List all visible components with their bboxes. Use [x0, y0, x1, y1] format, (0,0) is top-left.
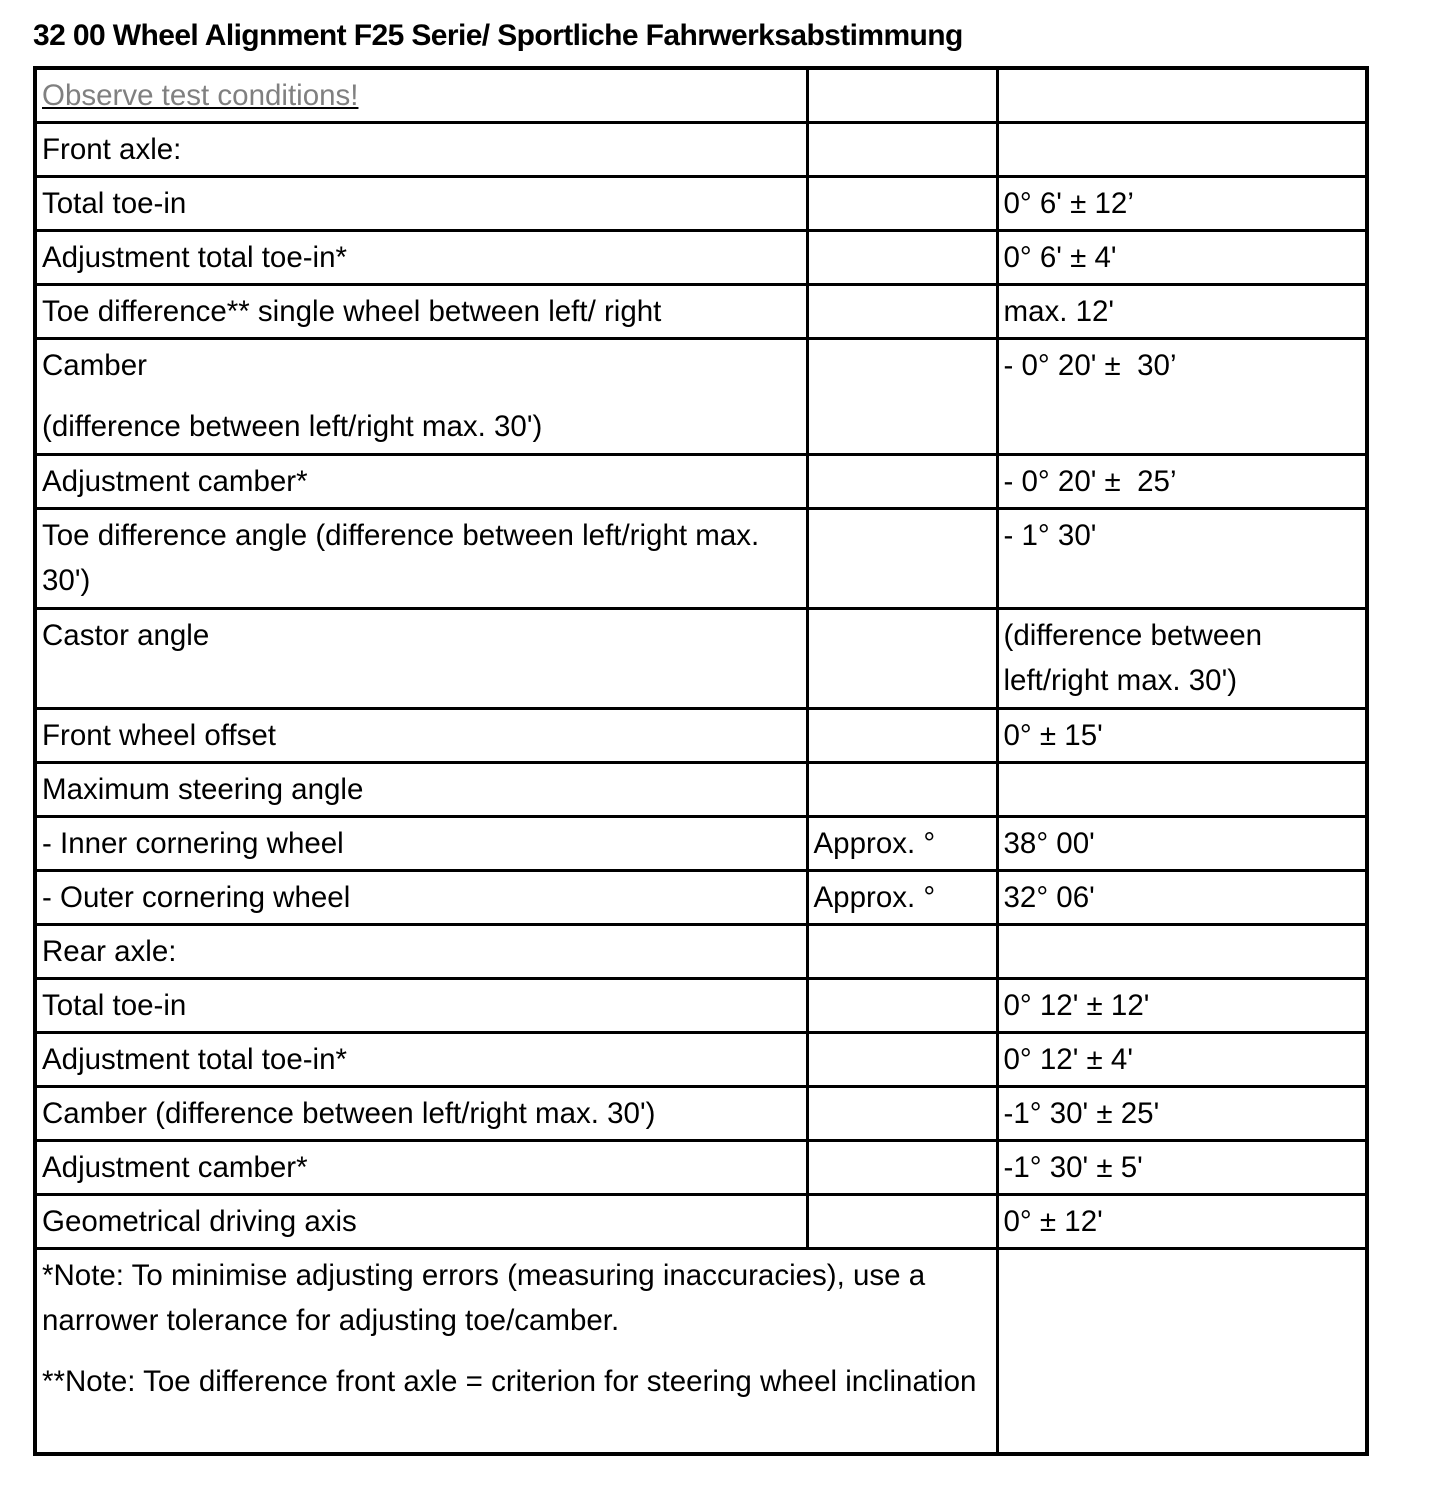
table-row: [35, 230, 1367, 284]
value-cell: 0° 12' ± 12': [997, 978, 1367, 1032]
table-row: [35, 1086, 1367, 1140]
value-cell: 32° 06': [997, 870, 1367, 924]
unit-cell: [807, 978, 997, 1032]
note-adjusting-errors: *Note: To minimise adjusting errors (measuring inaccuracies), use a narrower tolerance for adjusting toe/camber.: [42, 1258, 926, 1337]
table-row: [35, 68, 1367, 122]
value-cell: 0° ± 15': [997, 708, 1367, 762]
table-row: [35, 338, 1367, 454]
table-row: [35, 762, 1367, 816]
table-row: [35, 978, 1367, 1032]
front-axle-heading: Front axle:: [35, 122, 807, 176]
unit-cell: [807, 284, 997, 338]
table-row: [35, 870, 1367, 924]
unit-cell: [807, 924, 997, 978]
value-cell: 0° ± 12': [997, 1194, 1367, 1248]
label-cell: Toe difference angle (difference between left/right max. 30'): [35, 508, 807, 608]
value-cell: 38° 00': [997, 816, 1367, 870]
notes-cell: [35, 1248, 997, 1454]
note-toe-difference: **Note: Toe difference front axle = criterion for steering wheel inclination: [42, 1364, 977, 1398]
value-cell: -1° 30' ± 5': [997, 1140, 1367, 1194]
label-cell: Adjustment total toe-in*: [35, 230, 807, 284]
unit-cell: Approx. °: [807, 870, 997, 924]
unit-cell: [807, 1086, 997, 1140]
label-cell: Front wheel offset: [35, 708, 807, 762]
label-cell: - Inner cornering wheel: [35, 816, 807, 870]
value-cell: [997, 762, 1367, 816]
unit-cell: [807, 508, 997, 608]
unit-cell: [807, 454, 997, 508]
label-cell: Adjustment camber*: [35, 454, 807, 508]
value-cell: [997, 68, 1367, 122]
table-row: [35, 284, 1367, 338]
table-row: [35, 608, 1367, 708]
unit-cell: [807, 176, 997, 230]
value-cell: - 1° 30': [997, 508, 1367, 608]
table-row: [35, 708, 1367, 762]
table-row: [35, 176, 1367, 230]
table-row: [35, 1032, 1367, 1086]
value-cell: - 0° 20' ± 25’: [997, 454, 1367, 508]
unit-cell: [807, 68, 997, 122]
label-cell: Toe difference** single wheel between left/ right: [35, 284, 807, 338]
unit-cell: [807, 762, 997, 816]
unit-cell: [807, 1140, 997, 1194]
value-cell: - 0° 20' ± 30’: [997, 338, 1367, 454]
table-row: [35, 924, 1367, 978]
label-cell: Adjustment total toe-in*: [35, 1032, 807, 1086]
value-cell: -1° 30' ± 25': [997, 1086, 1367, 1140]
value-cell: (difference between left/right max. 30'): [997, 608, 1367, 708]
label-cell: Castor angle: [35, 608, 807, 708]
unit-cell: [807, 1194, 997, 1248]
value-cell: 0° 6' ± 4': [997, 230, 1367, 284]
camber-note: (difference between left/right max. 30'): [42, 409, 543, 443]
document-title: 32 00 Wheel Alignment F25 Serie/ Sportliche Fahrwerksabstimmung: [33, 19, 963, 52]
label-cell: Maximum steering angle: [35, 762, 807, 816]
label-cell: Camber (difference between left/right max. 30'): [35, 1086, 807, 1140]
label-cell[interactable]: [35, 68, 807, 122]
value-cell: [997, 122, 1367, 176]
label-cell: Total toe-in: [35, 176, 807, 230]
unit-cell: [807, 230, 997, 284]
label-cell: Total toe-in: [35, 978, 807, 1032]
camber-label: Camber: [42, 348, 147, 382]
value-cell: 0° 6' ± 12’: [997, 176, 1367, 230]
value-cell: 0° 12' ± 4': [997, 1032, 1367, 1086]
label-cell: Adjustment camber*: [35, 1140, 807, 1194]
unit-cell: Approx. °: [807, 816, 997, 870]
unit-cell: [807, 122, 997, 176]
wheel-alignment-table: [33, 66, 1369, 1456]
table-row: [35, 454, 1367, 508]
value-cell: max. 12': [997, 284, 1367, 338]
unit-cell: [807, 708, 997, 762]
label-cell: [35, 338, 807, 454]
value-cell: [997, 1248, 1367, 1454]
value-cell: [997, 924, 1367, 978]
table-row: [35, 1140, 1367, 1194]
test-conditions-link[interactable]: Observe test conditions!: [42, 79, 359, 112]
label-cell: - Outer cornering wheel: [35, 870, 807, 924]
table-row: [35, 1248, 1367, 1454]
table-row: [35, 1194, 1367, 1248]
table-row: [35, 508, 1367, 608]
unit-cell: [807, 608, 997, 708]
rear-axle-heading: Rear axle:: [35, 924, 807, 978]
label-cell: Geometrical driving axis: [35, 1194, 807, 1248]
table-row: [35, 122, 1367, 176]
unit-cell: [807, 1032, 997, 1086]
unit-cell: [807, 338, 997, 454]
table-row: [35, 816, 1367, 870]
